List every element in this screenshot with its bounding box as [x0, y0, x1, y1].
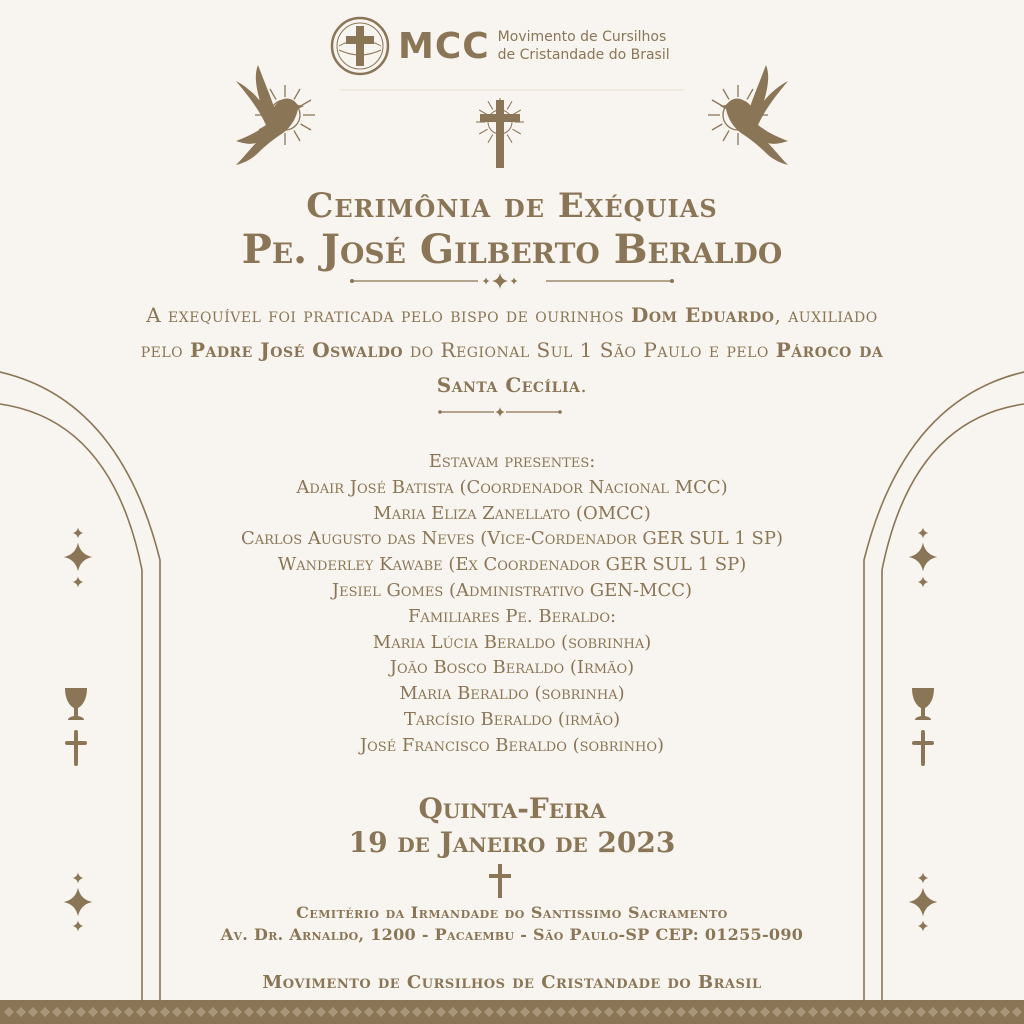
title-divider — [350, 273, 674, 289]
list-item: Maria Beraldo (sobrinha) — [399, 683, 625, 705]
father-name: Padre José Oswaldo — [189, 338, 404, 362]
logo-cross-globe-icon — [330, 16, 390, 76]
logo-name — [498, 28, 670, 64]
list-item: Estavam presentes: — [428, 451, 596, 472]
parish-priest: Pároco da Santa Cecília — [436, 338, 884, 397]
dove-icon — [236, 65, 315, 165]
list-item: José Francisco Beraldo (sobrinho) — [359, 734, 665, 756]
intro-paragraph — [130, 298, 894, 403]
event-date: 19 de Janeiro de 2023 — [348, 826, 676, 859]
list-item: Maria Eliza Zanellato (OMCC) — [373, 502, 651, 524]
cross-icon — [489, 864, 511, 898]
dove-icon — [708, 65, 788, 165]
cross-icon — [476, 98, 524, 168]
intro-divider — [438, 407, 562, 417]
cemetery-name: Cemitério da Irmandade do Santissimo Sacramento — [296, 903, 728, 922]
list-item: Tarcísio Beraldo (irmão) — [403, 708, 621, 730]
list-item: Carlos Augusto das Neves (Vice-Cordenador GER SUL 1 SP) — [240, 528, 784, 550]
logo-acronym: MCC — [398, 25, 490, 67]
event-day: Quinta-Feira — [418, 792, 606, 825]
sparkle-icon — [909, 873, 938, 932]
intro-text-4: . — [580, 373, 588, 397]
list-item: Familiares Pe. Beraldo: — [407, 605, 617, 627]
intro-text-3: do Regional Sul 1 São Paulo e pelo — [403, 338, 776, 362]
logo-line-2: de Cristandade do Brasil — [497, 47, 670, 63]
intro-text-2: , auxiliado pelo — [140, 303, 878, 362]
list-item: Adair José Batista (Coordenador Nacional MCC) — [296, 476, 728, 498]
ceremony-title: Cerimônia de Exéquias — [306, 186, 718, 226]
cemetery-address: Av. Dr. Arnaldo, 1200 - Pacaembu - São Paulo-SP CEP: 01255-090 — [220, 925, 804, 944]
footer-organization: Movimento de Cursilhos de Cristandade do Brasil — [262, 972, 762, 993]
list-item: Maria Lúcia Beraldo (sobrinha) — [372, 631, 652, 653]
list-item: Wanderley Kawabe (Ex Coordenador GER SUL 1 SP) — [277, 554, 747, 576]
list-item: Jesiel Gomes (Administrativo GEN-MCC) — [331, 579, 693, 601]
sparkle-icon — [64, 873, 93, 932]
intro-text-1: A exequível foi praticada pelo bispo de ourinhos — [146, 303, 631, 327]
attendees-list — [0, 449, 1024, 759]
mcc-logo — [330, 14, 670, 78]
priest-name: Pe. José Gilberto Beraldo — [241, 226, 783, 273]
bottom-band-pattern — [0, 1000, 1024, 1024]
logo-line-1: Movimento de Cursilhos — [497, 29, 667, 45]
bishop-name: Dom Eduardo — [630, 303, 775, 327]
list-item: João Bosco Beraldo (Irmão) — [389, 657, 635, 679]
